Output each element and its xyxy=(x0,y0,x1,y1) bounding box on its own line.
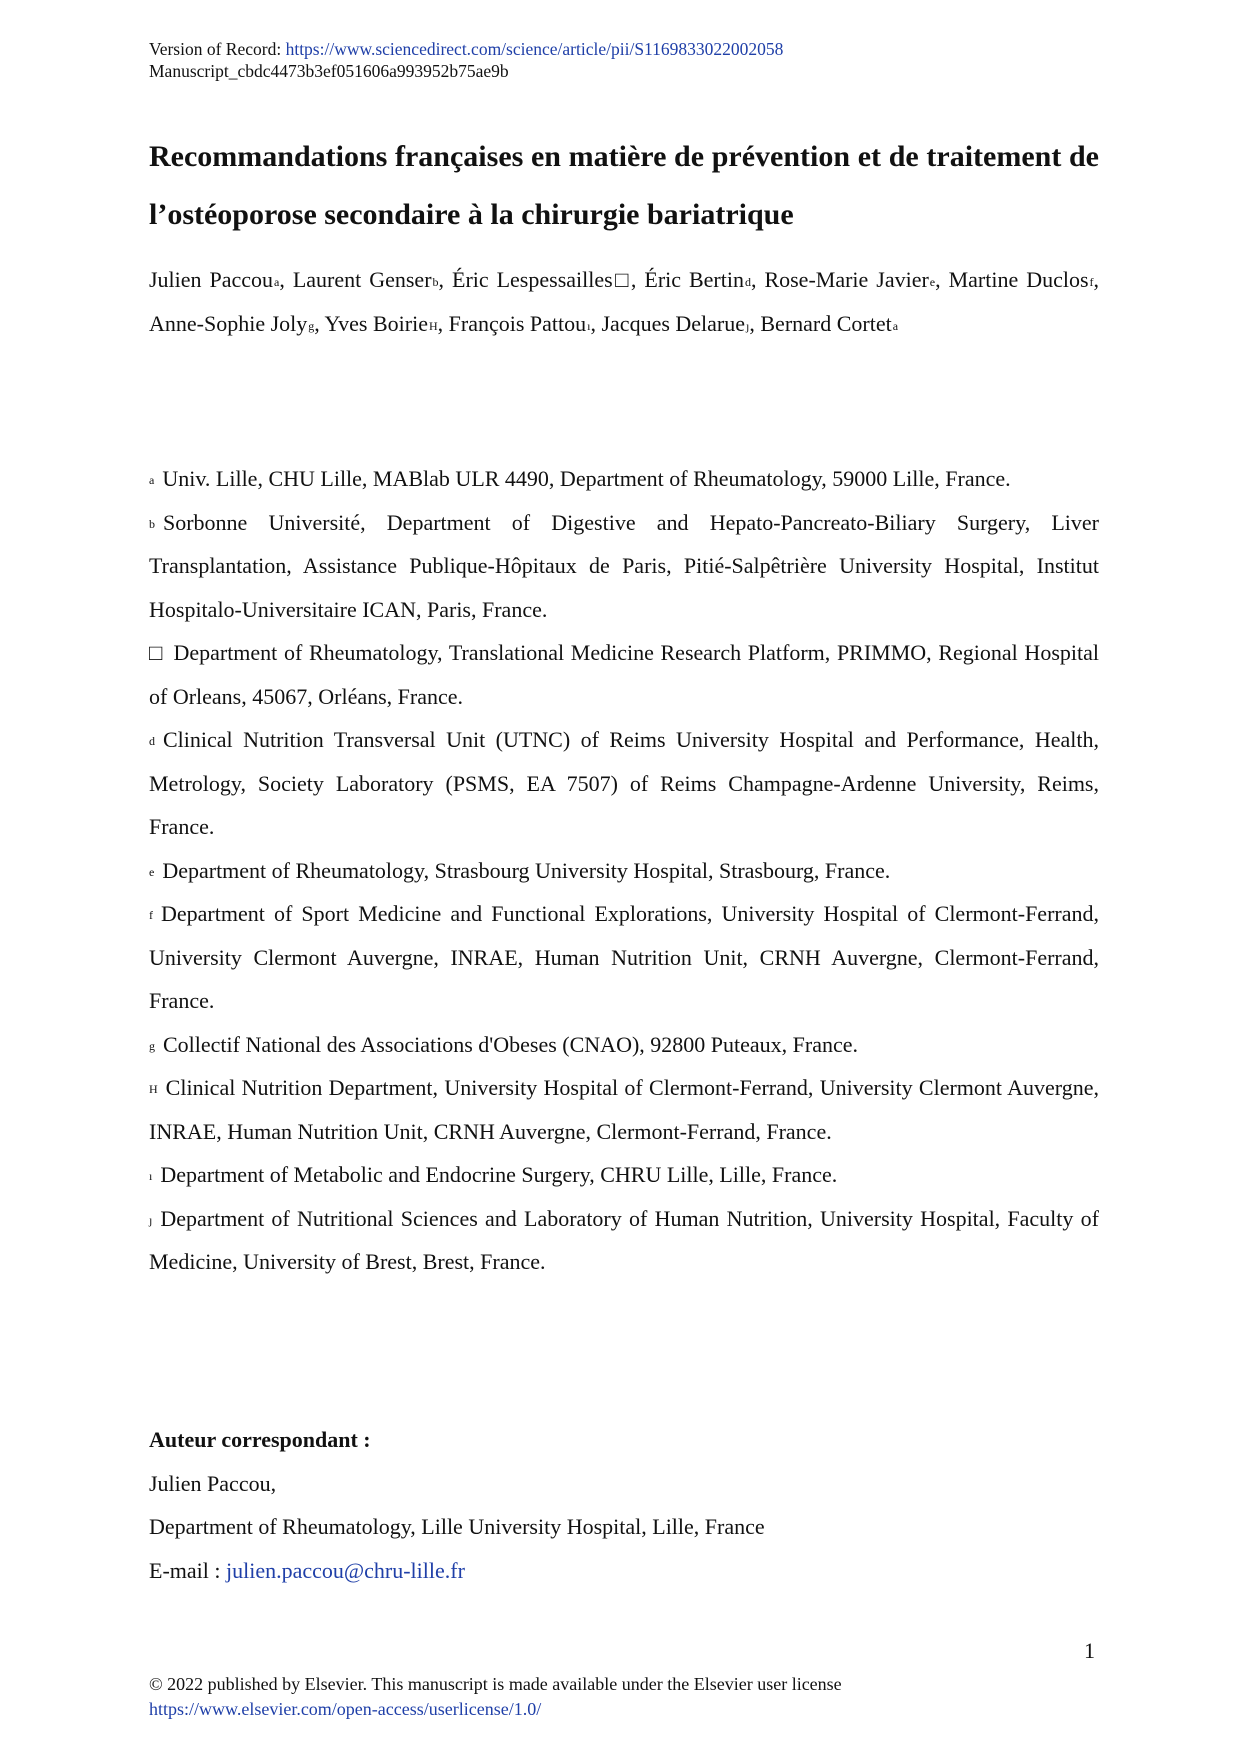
affiliation-h: $^H$ Clinical Nutrition Department, University Hospital of Clermont-Ferrand, University Clermont Auvergne, INRAE, Human Nutrition Unit, CRNH Auvergne, Clermont-Ferrand, France. xyxy=(149,1075,1099,1144)
version-url-link[interactable]: https://www.sciencedirect.com/science/article/pii/S1169833022002058 xyxy=(285,39,784,59)
affiliation-i: $^ı$ Department of Metabolic and Endocrine Surgery, CHRU Lille, Lille, France. xyxy=(149,1162,838,1187)
affiliation-g: $^g$ Collectif National des Associations d'Obeses (CNAO), 92800 Puteaux, France. xyxy=(149,1031,859,1057)
corresponding-email-line xyxy=(149,1549,1099,1593)
article-title: Recommandations françaises en matière de prévention et de traitement de l’ostéoporose secondaire à la chirurgie bariatrique xyxy=(149,140,1099,231)
affiliation-d: $^d$ Clinical Nutrition Transversal Unit (UTNC) of Reims University Hospital and Performance, Health, Metrology, Society Laboratory (PSMS, EA 7507) of Reims Champagne-Ardenne University, Reims, France. xyxy=(149,727,1099,839)
author: Jacques Delarue$^ȷ$ xyxy=(601,311,750,336)
affiliation-c: □ Department of Rheumatology, Translational Medicine Research Platform, PRIMMO, Regional Hospital of Orleans, 45067, Orléans, France. xyxy=(149,640,1099,709)
page-footer xyxy=(149,1672,842,1722)
license-url-link[interactable]: https://www.elsevier.com/open-access/userlicense/1.0/ xyxy=(149,1699,542,1719)
corresponding-label: Auteur correspondant : xyxy=(149,1427,371,1452)
email-label: E-mail : xyxy=(149,1557,221,1583)
affiliation-e: $^e$ Department of Rheumatology, Strasbourg University Hospital, Strasbourg, France. xyxy=(149,857,891,883)
author: Laurent Genser$^b$ xyxy=(292,267,439,292)
author: Martine Duclos$^f$ xyxy=(948,267,1094,292)
corresponding-name: Julien Paccou, xyxy=(149,1470,277,1496)
author-list: Julien Paccou$^a$, Laurent Genser$^b$, Éric Lespessailles□, Éric Bertin$^d$, Rose-Marie Javier$^e$, Martine Duclos$^f$, Anne-Sophie Joly$^g$, Yves Boirie$^H$, François Pattou$^ı$, Jacques Delarue$^ȷ$, Bernard Cortet$^a$ xyxy=(149,267,1100,336)
author: Bernard Cortet$^a$ xyxy=(760,311,899,336)
version-label: Version of Record: xyxy=(149,39,282,59)
corresponding-author xyxy=(149,1418,1099,1592)
author: Rose-Marie Javier$^e$ xyxy=(764,267,936,292)
affiliation-j: $^ȷ$ Department of Nutritional Sciences and Laboratory of Human Nutrition, University Hospital, Faculty of Medicine, University of Brest, Brest, France. xyxy=(149,1205,1099,1274)
affiliation-a: $^a$ Univ. Lille, CHU Lille, MABlab ULR 4490, Department of Rheumatology, 59000 Lille, France. xyxy=(149,466,1011,491)
page-number: 1 xyxy=(1084,1638,1095,1663)
page-header xyxy=(149,38,783,82)
author: François Pattou$^ı$ xyxy=(448,311,591,336)
author: Anne-Sophie Joly$^g$ xyxy=(149,311,315,336)
affiliation-list xyxy=(149,457,1099,1284)
author: Yves Boirie$^H$ xyxy=(324,311,438,336)
affiliation-f: $^f$ Department of Sport Medicine and Functional Explorations, University Hospital of Clermont-Ferrand, University Clermont Auvergne, INRAE, Human Nutrition Unit, CRNH Auvergne, Clermont-Ferrand, France. xyxy=(149,901,1099,1013)
author: Éric Lespessailles□ xyxy=(452,267,631,292)
manuscript-id: Manuscript_cbdc4473b3ef051606a993952b75ae9b xyxy=(149,61,509,81)
email-link[interactable]: julien.paccou@chru-lille.fr xyxy=(225,1557,465,1583)
affiliation-b: $^b$ Sorbonne Université, Department of Digestive and Hepato-Pancreato-Biliary Surgery, Liver Transplantation, Assistance Publique-Hôpitaux de Paris, Pitié-Salpêtrière University Hospital, Institut Hospitalo-Universitaire ICAN, Paris, France. xyxy=(149,509,1099,622)
license-text: © 2022 published by Elsevier. This manuscript is made available under the Elsevier user license xyxy=(149,1674,842,1694)
version-of-record-line xyxy=(149,38,783,60)
corresponding-affiliation: Department of Rheumatology, Lille University Hospital, Lille, France xyxy=(149,1514,765,1539)
author: Julien Paccou$^a$ xyxy=(149,267,280,292)
author: Éric Bertin$^d$ xyxy=(644,267,751,292)
